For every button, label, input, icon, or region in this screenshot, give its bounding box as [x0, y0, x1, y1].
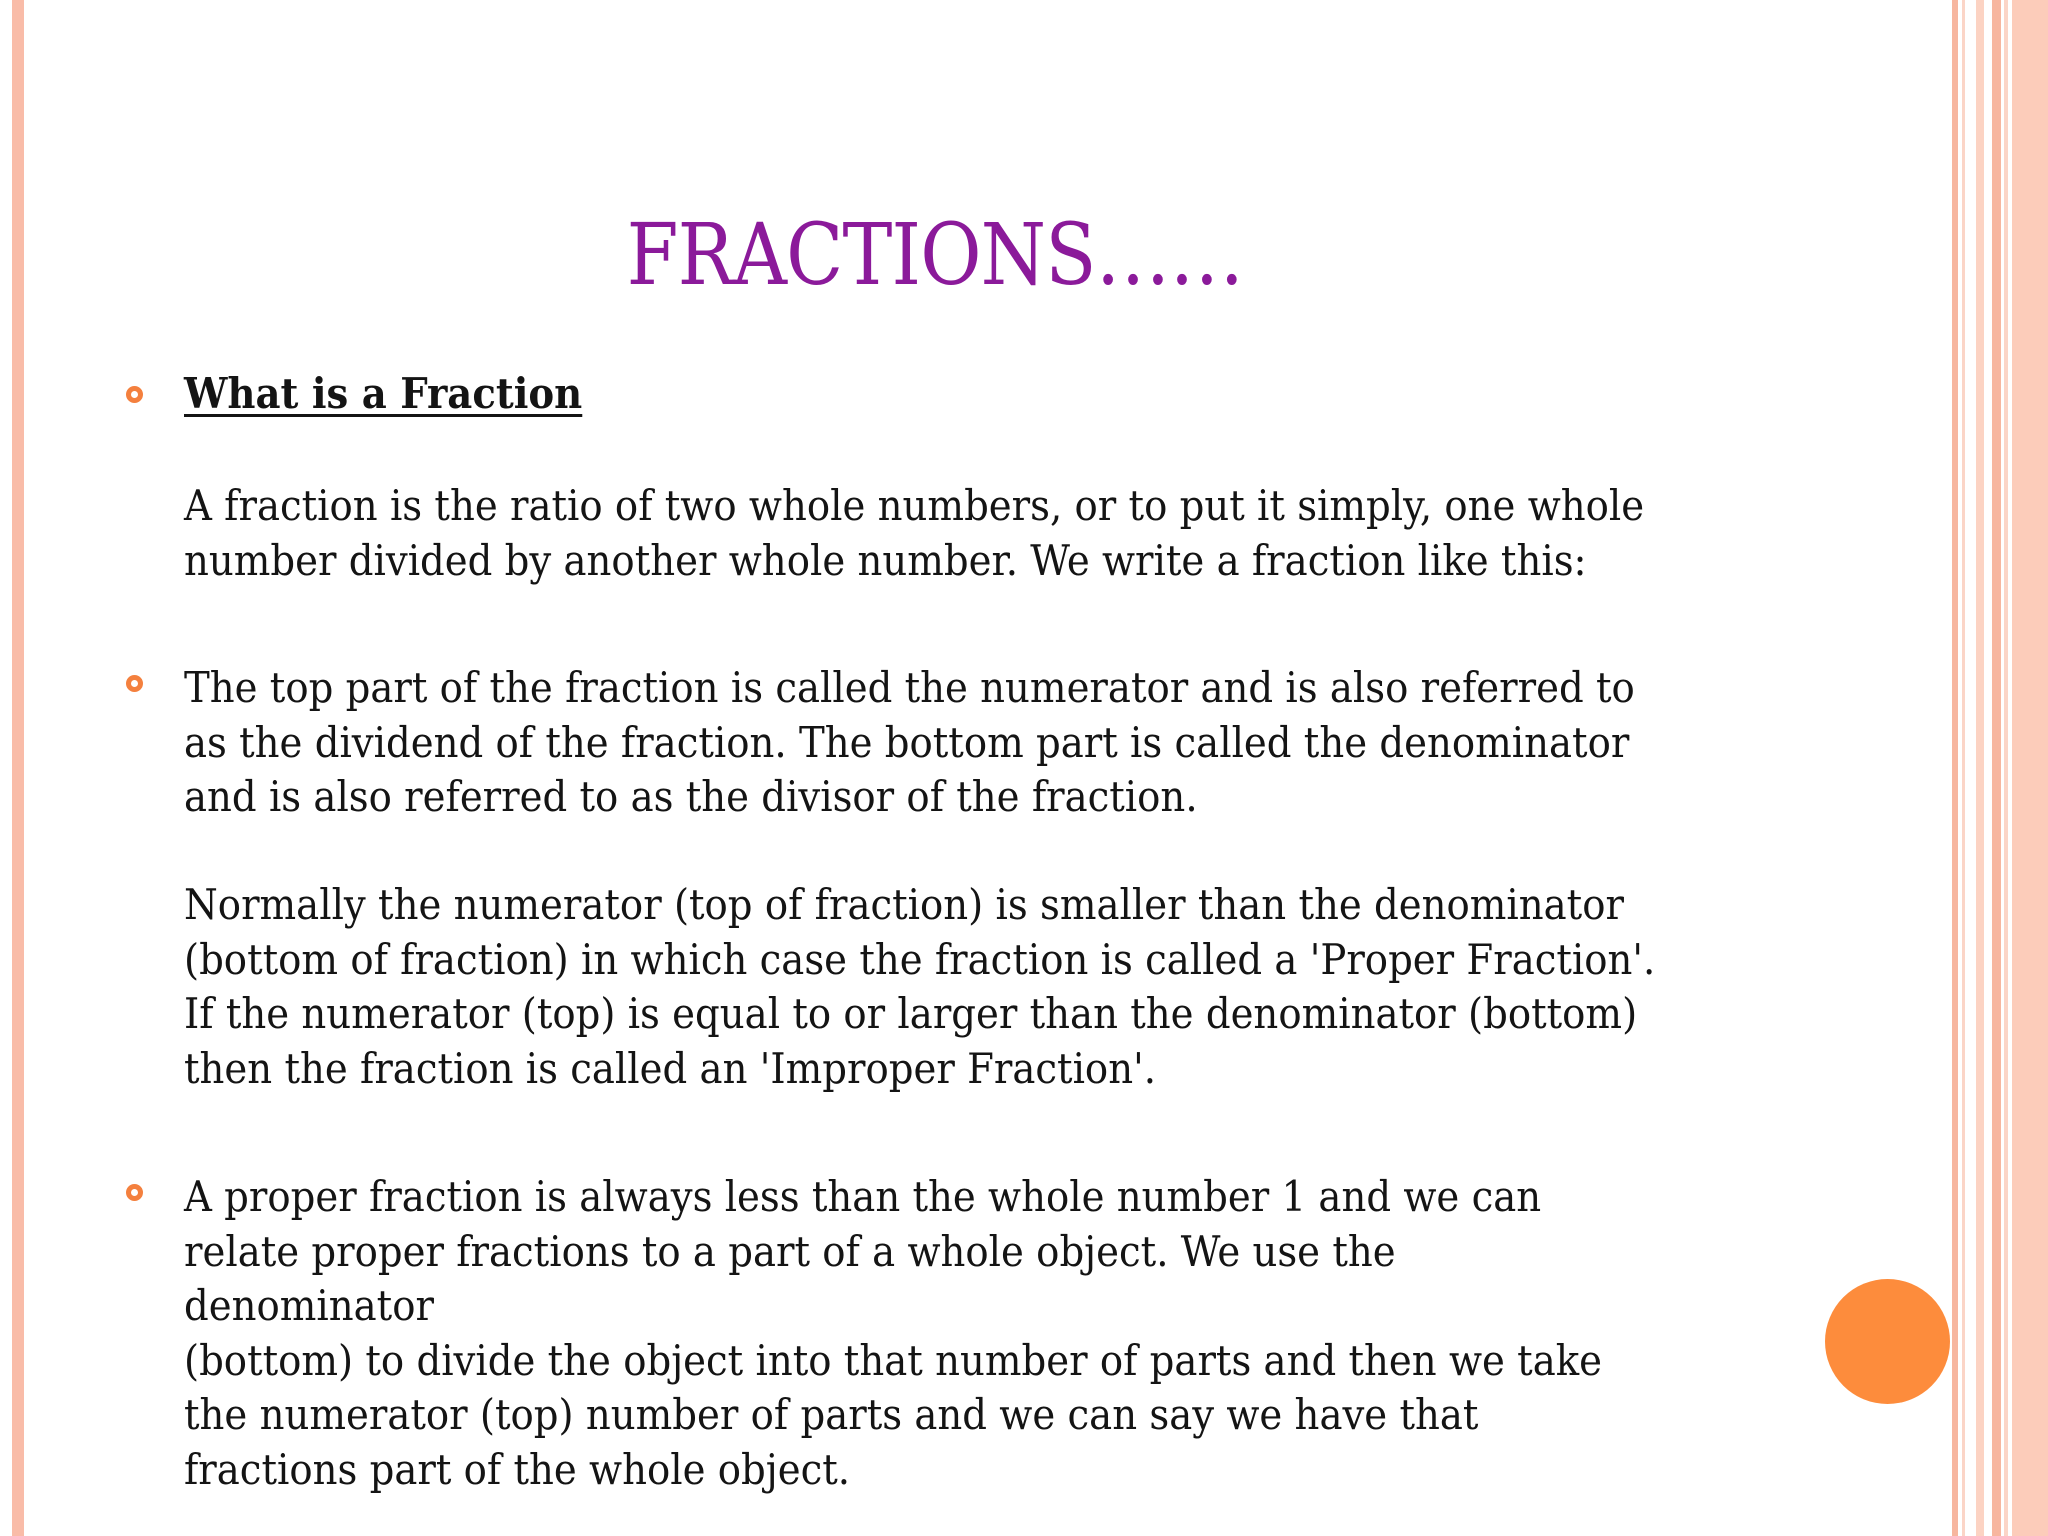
right-border-stripes: [1952, 0, 2048, 1536]
right-stripe: [2004, 0, 2008, 1536]
left-border-stripe: [12, 0, 24, 1536]
slide-title: FRACTIONS……: [626, 206, 1244, 305]
right-stripe: [1952, 0, 1958, 1536]
section-heading: What is a Fraction: [184, 369, 583, 418]
bullet-ring-icon: [126, 1184, 143, 1201]
bullet-ring-icon: [126, 675, 143, 692]
right-stripe: [2012, 0, 2048, 1536]
proper-fraction-paragraph: A proper fraction is always less than the whole number 1 and we can relate proper fractions to a part of a whole object. We use the denominator (bottom) to divide the object into that number of parts and then we take the numerator (top) number of parts and we can say we have that fractions part of the whole object.: [184, 1172, 1603, 1494]
decorative-orange-circle: [1825, 1279, 1950, 1404]
numerator-denominator-paragraph: The top part of the fraction is called the numerator and is also referred to as the dividend of the fraction. The bottom part is called the denominator and is also referred to as the divisor of the fraction.: [184, 663, 1635, 821]
right-stripe: [1962, 0, 1965, 1536]
definition-paragraph: A fraction is the ratio of two whole numbers, or to put it simply, one whole number divided by another whole number. We write a fraction like this:: [184, 481, 1645, 585]
right-stripe: [1992, 0, 2001, 1536]
proper-improper-paragraph: Normally the numerator (top of fraction) is smaller than the denominator (bottom of fraction) in which case the fraction is called a 'Proper Fraction'. If the numerator (top) is equal to or larger than the denominator (bottom) then the fraction is called an 'Improper Fraction'.: [184, 880, 1656, 1093]
bullet-ring-icon: [126, 386, 143, 403]
right-stripe: [1976, 0, 1984, 1536]
